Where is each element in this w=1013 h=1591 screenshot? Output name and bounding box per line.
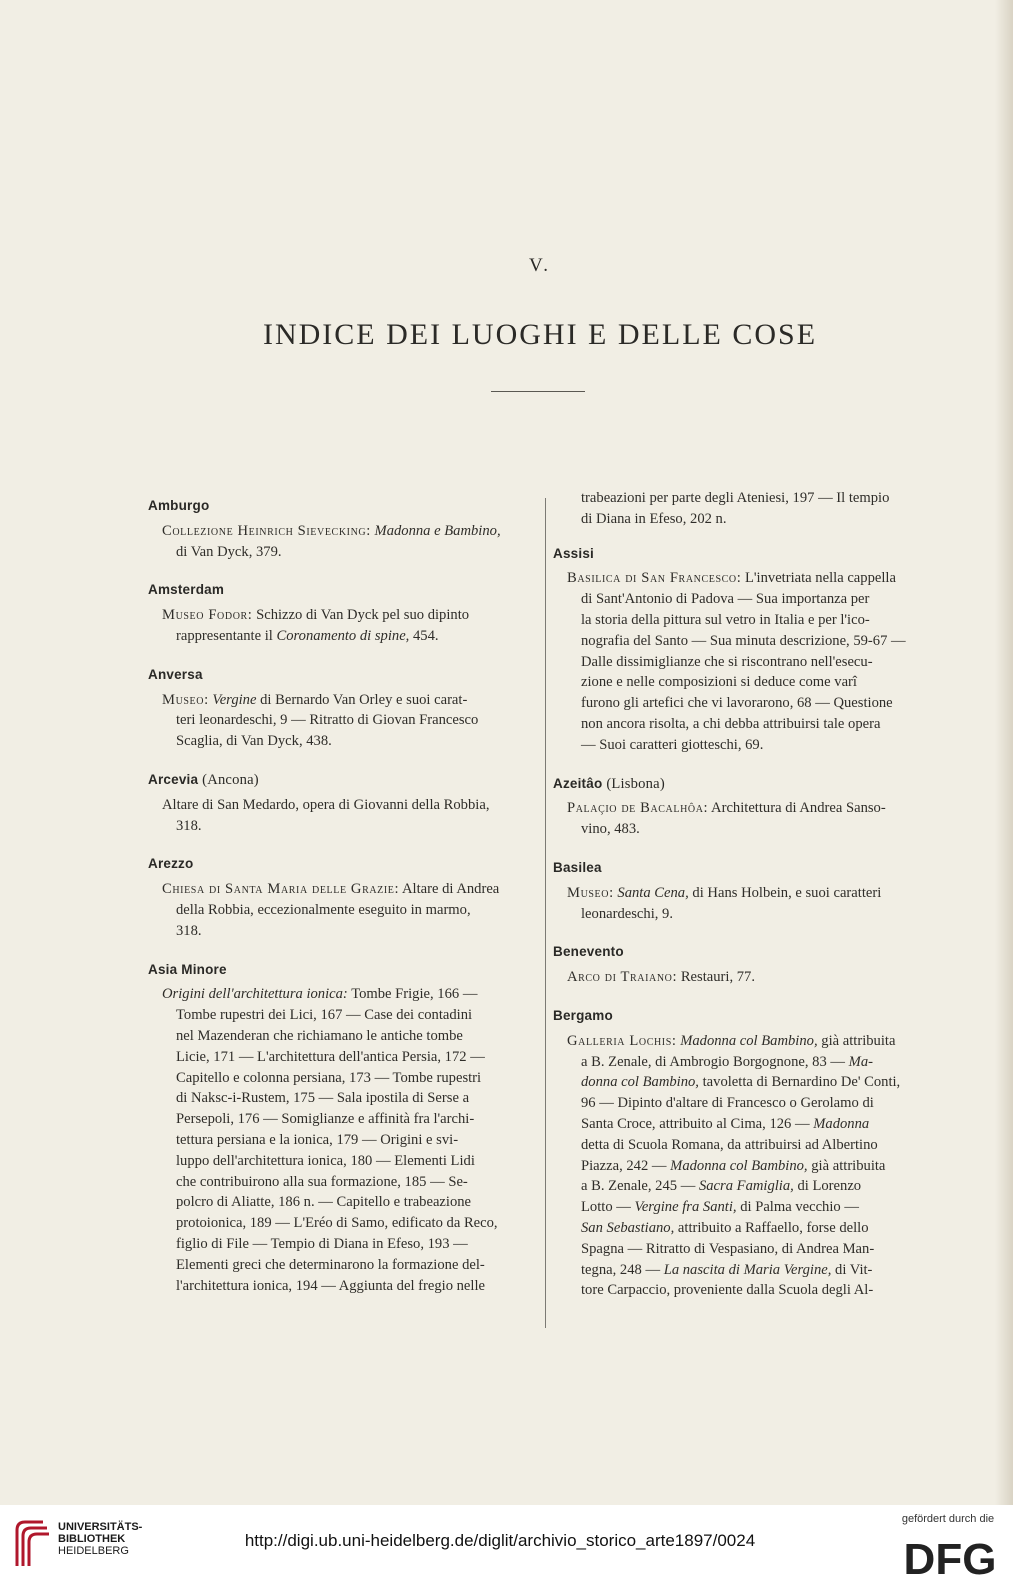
entry-text: donna col Bambino, tavoletta di Bernardino De' Conti, (581, 1074, 901, 1091)
entry-text: tore Carpaccio, proveniente dalla Scuola degli Al- (581, 1282, 874, 1299)
title-divider (491, 391, 585, 392)
entry-text: Lotto — Vergine fra Santi, di Palma vecchio — (581, 1199, 859, 1216)
place-heading: Arcevia (Ancona) (148, 771, 259, 788)
entry-text: di Naksc-i-Rustem, 175 — Sala ipostila di Serse a (176, 1090, 470, 1107)
entry-text: che contribuirono alla sua formazione, 185 — Se- (176, 1173, 468, 1190)
section-number: V. (528, 255, 552, 276)
entry-text: rappresentante il Coronamento di spine, 454. (176, 627, 439, 644)
entry-text: Capitello e colonna persiana, 173 — Tombe rupestri (176, 1069, 482, 1086)
entry-text: della Robbia, eccezionalmente eseguito in marmo, (176, 901, 471, 918)
index-entry-anversa (148, 665, 535, 752)
dfg-logo-text: DFG (903, 1535, 997, 1584)
place-heading: Anversa (148, 666, 203, 682)
entry-text: Altare di San Medardo, opera di Giovanni della Robbia, (162, 796, 490, 813)
funding-label: gefördert durch die (901, 1513, 995, 1525)
entry-text: Basilica di San Francesco: L'invetriata nella cappella (567, 570, 896, 587)
entry-text: Persepoli, 176 — Somiglianze e affinità fra l'archi- (176, 1111, 475, 1128)
place-heading: Basilea (553, 859, 602, 875)
dfg-logo-icon (900, 1530, 1000, 1584)
entry-text: trabeazioni per parte degli Ateniesi, 197 — Il tempio (581, 490, 890, 506)
entry-text: Piazza, 242 — Madonna col Bambino, già attribuita (581, 1157, 886, 1174)
index-entry-assisi (553, 544, 941, 756)
entry-text: zione e nelle composizioni si deduce come varî (581, 674, 857, 691)
entry-text: Dalle dissimiglianze che si riscontrano nell'esecu- (581, 653, 873, 670)
page-edge-shadow (995, 0, 1013, 1505)
place-heading: Amburgo (148, 498, 210, 513)
entry-text: nografia del Santo — Sua minuta descrizione, 59-67 — (581, 632, 906, 649)
entry-text: Origini dell'architettura ionica: Tombe Frigie, 166 — (162, 986, 478, 1003)
entry-text: Spagna — Ritratto di Vespasiano, di Andrea Man- (581, 1240, 875, 1257)
entry-text: non ancora risolta, a chi debba attribuirsi tale opera (581, 715, 881, 732)
entry-text: Chiesa di Santa Maria delle Grazie: Altare di Andrea (162, 881, 500, 898)
source-url-link[interactable]: http://digi.ub.uni-heidelberg.de/diglit/archivio_storico_arte1897/0024 (244, 1531, 756, 1550)
entry-text: tettura persiana e la ionica, 179 — Origini e svi- (176, 1131, 459, 1148)
left-column (148, 496, 535, 1314)
page-title: INDICE DEI LUOGHI E DELLE COSE (262, 318, 818, 351)
library-name: UNIVERSITÄTS- BIBLIOTHEK HEIDELBERG (58, 1521, 143, 1557)
index-entry-azeitao (553, 774, 941, 840)
entry-text: — Suoi caratteri giotteschi, 69. (581, 736, 764, 753)
column-divider (545, 498, 546, 1328)
entry-text: tegna, 248 — La nascita di Maria Vergine, di Vit- (581, 1261, 873, 1278)
entry-text: Collezione Heinrich Sievecking: Madonna e Bambino, (162, 522, 501, 539)
entry-text: a B. Zenale, 245 — Sacra Famiglia, di Lorenzo (581, 1178, 862, 1195)
entry-text: Palaçio de Bacalhôa: Architettura di Andrea Sanso- (567, 800, 886, 817)
entry-text: luppo dell'architettura ionica, 180 — Elementi Lidi (176, 1152, 475, 1169)
entry-text: di Diana in Efeso, 202 n. (581, 510, 727, 527)
index-entry-continuation (553, 488, 941, 530)
entry-text: leonardeschi, 9. (581, 905, 673, 922)
entry-text: 318. (176, 817, 202, 834)
index-entry-arcevia (148, 770, 535, 836)
entry-text: Museo: Santa Cena, di Hans Holbein, e suoi caratteri (567, 884, 882, 901)
index-entry-asia-minore (148, 960, 535, 1297)
entry-text: la storia della pittura sul vetro in Italia e per l'ico- (581, 611, 870, 628)
entry-text: detta di Scuola Romana, da attribuirsi ad Albertino (581, 1136, 878, 1153)
place-heading: Assisi (553, 545, 594, 561)
entry-text: a B. Zenale, di Ambrogio Borgognone, 83 — Ma- (581, 1053, 873, 1070)
index-entry-bergamo (553, 1006, 941, 1301)
entry-text: vino, 483. (581, 821, 640, 838)
place-heading: Azeitâo (Lisbona) (553, 775, 665, 792)
entry-text: Santa Croce, attribuito al Cima, 126 — Madonna (581, 1115, 870, 1132)
index-entry-amburgo (148, 496, 535, 562)
index-entry-amsterdam (148, 580, 535, 646)
entry-text: di Sant'Antonio di Padova — Sua importanza per (581, 591, 870, 608)
place-heading: Bergamo (553, 1007, 613, 1023)
entry-text: polcro di Aliatte, 186 n. — Capitello e trabeazione (176, 1194, 472, 1211)
place-heading: Benevento (553, 944, 624, 960)
entry-text: nel Mazenderan che richiamano le antiche tombe (176, 1027, 463, 1044)
entry-text: figlio di File — Tempio di Diana in Efeso, 193 — (176, 1235, 468, 1252)
index-entry-basilea (553, 858, 941, 924)
entry-text: Arco di Traiano: Restauri, 77. (567, 969, 755, 986)
entry-text: protoionica, 189 — L'Eréo di Samo, edificato da Reco, (176, 1215, 498, 1232)
entry-text: teri leonardeschi, 9 — Ritratto di Giovan Francesco (176, 712, 479, 729)
entry-text: Licie, 171 — L'architettura dell'antica Persia, 172 — (176, 1048, 485, 1065)
entry-text: Tombe rupestri dei Lici, 167 — Case dei contadini (176, 1007, 473, 1024)
entry-text: San Sebastiano, attribuito a Raffaello, forse dello (581, 1219, 869, 1236)
entry-text: Galleria Lochis: Madonna col Bambino, già attribuita (567, 1032, 896, 1049)
entry-text: l'architettura ionica, 194 — Aggiunta del fregio nelle (176, 1277, 485, 1294)
entry-text: 318. (176, 922, 202, 939)
right-column (553, 488, 941, 1319)
entry-text: furono gli artefici che vi lavorarono, 68 — Questione (581, 695, 893, 712)
entry-text: di Van Dyck, 379. (176, 543, 282, 560)
index-entry-benevento (553, 942, 941, 988)
index-entry-arezzo (148, 854, 535, 941)
university-library-logo-icon (9, 1516, 53, 1572)
entry-text: Elementi greci che determinarono la formazione del- (176, 1256, 485, 1273)
place-heading: Arezzo (148, 856, 194, 872)
place-heading: Asia Minore (148, 961, 227, 977)
entry-text: Museo Fodor: Schizzo di Van Dyck pel suo dipinto (162, 607, 470, 624)
entry-text: Museo: Vergine di Bernardo Van Orley e suoi carat- (162, 691, 468, 708)
place-heading: Amsterdam (148, 582, 225, 598)
entry-text: 96 — Dipinto d'altare di Francesco o Gerolamo di (581, 1095, 874, 1112)
entry-text: Scaglia, di Van Dyck, 438. (176, 733, 332, 750)
